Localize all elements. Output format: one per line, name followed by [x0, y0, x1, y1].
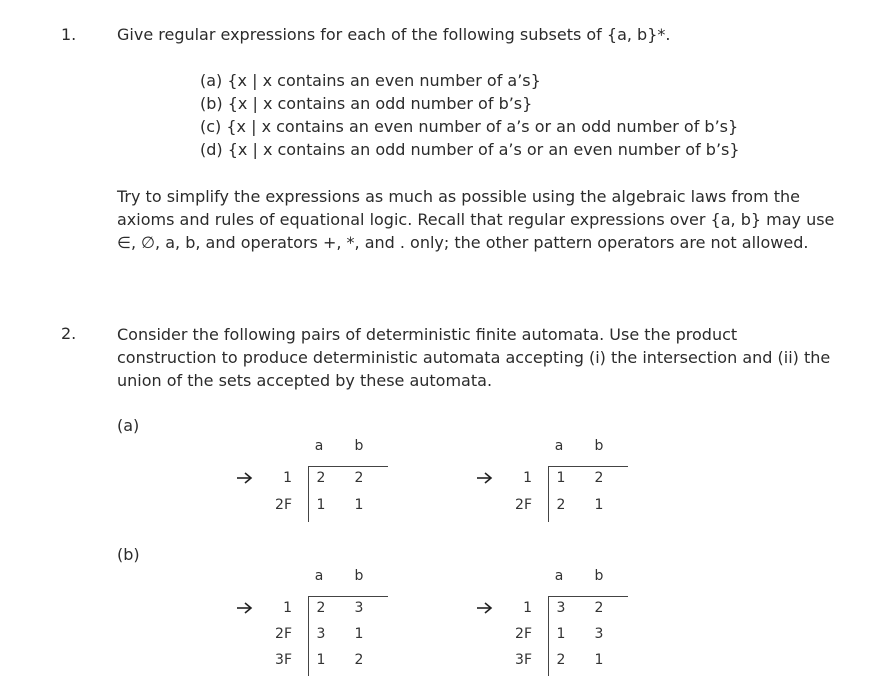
dfa-column-header: b: [594, 568, 604, 584]
dfa-column-header: a: [314, 438, 324, 454]
problem-2-intro-line: construction to produce deterministic automata accepting (i) the intersection and (ii) the: [117, 348, 831, 367]
dfa-transition-b: 1: [354, 497, 364, 513]
problem-1-note: [117, 185, 834, 254]
problem-1-note-line: Try to simplify the expressions as much as possible using the algebraic laws from the: [117, 187, 800, 206]
dfa-column-header: b: [354, 568, 364, 584]
dfa-state-rule: [308, 596, 309, 676]
dfa-transition-b: 2: [594, 600, 604, 616]
dfa-state-label: 2F: [275, 497, 292, 513]
dfa-transition-b: 2: [354, 470, 364, 486]
dfa-transition-a: 2: [316, 470, 326, 486]
dfa-transition-a: 3: [556, 600, 566, 616]
problem-2-intro-line: union of the sets accepted by these automata.: [117, 371, 493, 390]
dfa-state-label: 2F: [515, 497, 532, 513]
dfa-state-rule: [308, 466, 309, 522]
dfa-header-rule: [308, 466, 388, 467]
problem-1-note-line: axioms and rules of equational logic. Recall that regular expressions over {a, b} may use: [117, 210, 835, 229]
dfa-transition-a: 1: [316, 497, 326, 513]
dfa-column-header: a: [554, 568, 564, 584]
problem-2-intro: [117, 323, 830, 392]
dfa-state-label: 3F: [275, 652, 292, 668]
problem-1-item-a: (a) {x | x contains an even number of a’s}: [200, 71, 541, 90]
problem-1-item-d: (d) {x | x contains an odd number of a’s or an even number of b’s}: [200, 140, 740, 159]
dfa-transition-b: 3: [594, 626, 604, 642]
dfa-transition-a: 1: [556, 470, 566, 486]
dfa-transition-a: 2: [316, 600, 326, 616]
dfa-state-label: 1: [523, 600, 532, 616]
dfa-transition-b: 1: [594, 497, 604, 513]
dfa-transition-a: 2: [556, 652, 566, 668]
problem-1-item-b: (b) {x | x contains an odd number of b’s}: [200, 94, 533, 113]
dfa-transition-b: 3: [354, 600, 364, 616]
problem-1-number: 1.: [61, 25, 77, 44]
dfa-state-label: 1: [283, 600, 292, 616]
dfa-column-header: b: [594, 438, 604, 454]
dfa-state-label: 1: [283, 470, 292, 486]
dfa-state-rule: [548, 596, 549, 676]
dfa-state-rule: [548, 466, 549, 522]
problem-1-items: [200, 69, 740, 161]
problem-1-note-line: ∈, ∅, a, b, and operators +, *, and . only; the other pattern operators are not allowed.: [117, 233, 809, 252]
dfa-header-rule: [308, 596, 388, 597]
part-a-label: (a): [117, 416, 140, 435]
dfa-state-label: 3F: [515, 652, 532, 668]
dfa-transition-a: 3: [316, 626, 326, 642]
dfa-transition-b: 2: [354, 652, 364, 668]
dfa-transition-a: 1: [556, 626, 566, 642]
dfa-column-header: a: [314, 568, 324, 584]
dfa-transition-a: 2: [556, 497, 566, 513]
dfa-state-label: 2F: [275, 626, 292, 642]
dfa-header-rule: [548, 596, 628, 597]
dfa-state-label: 2F: [515, 626, 532, 642]
dfa-transition-b: 2: [594, 470, 604, 486]
problem-2-intro-line: Consider the following pairs of deterministic finite automata. Use the product: [117, 325, 738, 344]
dfa-column-header: a: [554, 438, 564, 454]
problem-1-item-c: (c) {x | x contains an even number of a’s or an odd number of b’s}: [200, 117, 739, 136]
dfa-transition-a: 1: [316, 652, 326, 668]
part-b-label: (b): [117, 545, 140, 564]
dfa-transition-b: 1: [594, 652, 604, 668]
dfa-state-label: 1: [523, 470, 532, 486]
problem-2-number: 2.: [61, 324, 77, 343]
dfa-column-header: b: [354, 438, 364, 454]
problem-1-intro: Give regular expressions for each of the following subsets of {a, b}*.: [117, 25, 671, 44]
dfa-header-rule: [548, 466, 628, 467]
dfa-transition-b: 1: [354, 626, 364, 642]
